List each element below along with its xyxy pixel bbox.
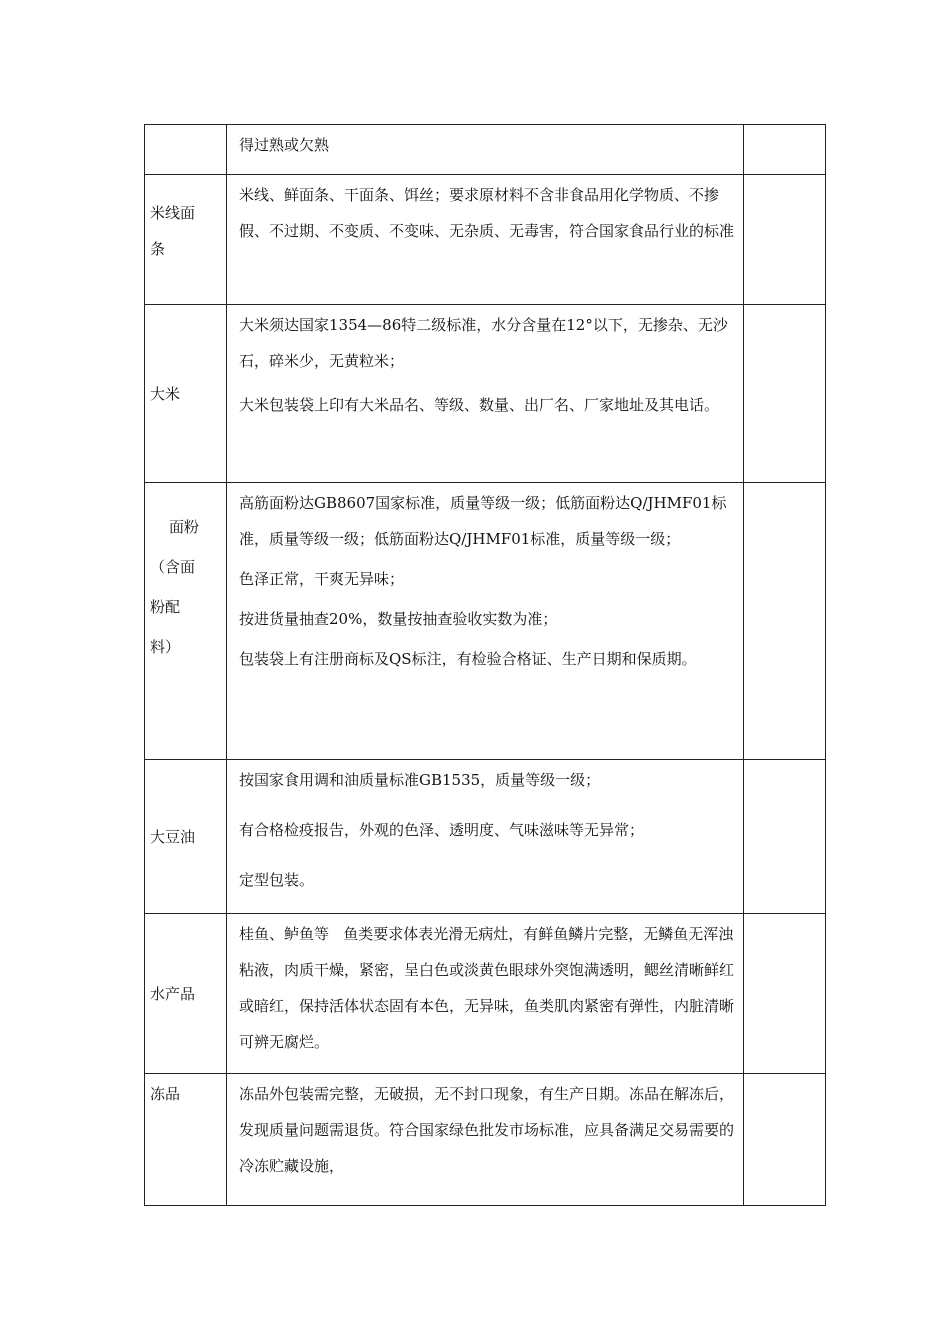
- description-paragraph: 高筋面粉达GB8607国家标准，质量等级一级；低筋面粉达Q/JHMF01标准，质量等级一级；低筋面粉达Q/JHMF01标准，质量等级一级；: [239, 494, 727, 548]
- table-row: [145, 125, 826, 175]
- table-row: [145, 914, 826, 1074]
- description-cell: [227, 305, 744, 483]
- category-label: 条: [150, 240, 166, 258]
- description-cell: [227, 175, 744, 305]
- description-cell: [227, 914, 744, 1074]
- description-paragraph: 米线、鲜面条、干面条、饵丝；要求原材料不含非食品用化学物质、不掺假、不过期、不变质、不变味、无杂质、无毒害，符合国家食品行业的标准: [239, 186, 735, 240]
- description-cell: [227, 125, 744, 175]
- category-label: 大米: [150, 384, 181, 403]
- category-label: 米线面: [150, 204, 196, 222]
- remarks-cell: [744, 760, 826, 914]
- description-paragraph: 大米包装袋上印有大米品名、等级、数量、出厂名、厂家地址及其电话。: [239, 396, 720, 414]
- category-cell: [145, 175, 227, 305]
- table-row: [145, 175, 826, 305]
- description-cell: [227, 483, 744, 760]
- category-label: 冻品: [150, 1085, 181, 1103]
- remarks-cell: [744, 175, 826, 305]
- description-paragraph: 大米须达国家1354—86特二级标准，水分含量在12°以下，无掺杂、无沙石，碎米少，无黄粒米；: [239, 316, 728, 370]
- standards-table: [144, 124, 826, 1206]
- description-paragraph: 按进货量抽查20%，数量按抽查验收实数为准；: [239, 610, 558, 628]
- remarks-cell: [744, 483, 826, 760]
- category-label: 粉配: [150, 598, 181, 616]
- description-cell: [227, 1074, 744, 1206]
- category-cell: [145, 125, 227, 175]
- description-paragraph: 包装袋上有注册商标及QS标注，有检验合格证、生产日期和保质期。: [239, 650, 697, 668]
- table-row: [145, 483, 826, 760]
- description-paragraph: 色泽正常，干爽无异味；: [239, 570, 405, 588]
- category-cell: [145, 760, 227, 914]
- description-paragraph: 得过熟或欠熟: [239, 136, 330, 154]
- remarks-cell: [744, 1074, 826, 1206]
- description-paragraph: 按国家食用调和油质量标准GB1535，质量等级一级；: [239, 771, 601, 789]
- description-paragraph: 有合格检疫报告，外观的色泽、透明度、气味滋味等无异常；: [239, 821, 645, 839]
- description-paragraph: 冻品外包装需完整，无破损，无不封口现象，有生产日期。冻品在解冻后，发现质量问题需退货。符合国家绿色批发市场标准，应具备满足交易需要的冷冻贮藏设施，: [239, 1085, 735, 1175]
- category-label: 料）: [150, 638, 181, 656]
- category-label: 水产品: [150, 984, 196, 1003]
- category-cell: [145, 483, 227, 760]
- table-row: [145, 305, 826, 483]
- category-cell: [145, 914, 227, 1074]
- category-label: 面粉: [169, 518, 200, 536]
- table-row: [145, 1074, 826, 1206]
- category-label: （含面: [150, 558, 196, 576]
- description-paragraph: 桂鱼、鲈鱼等 鱼类要求体表光滑无病灶，有鲜鱼鳞片完整，无鳞鱼无浑浊粘液，肉质干燥，紧密，呈白色或淡黄色眼球外突饱满透明，鳃丝清晰鲜红或暗红，保持活体状态固有本色，无异味，鱼类肌肉紧密有弹性，内脏清晰可辨无腐烂。: [239, 925, 735, 1051]
- remarks-cell: [744, 305, 826, 483]
- description-paragraph: 定型包装。: [239, 871, 315, 889]
- remarks-cell: [744, 914, 826, 1074]
- category-label: 大豆油: [150, 827, 196, 846]
- description-cell: [227, 760, 744, 914]
- category-cell: [145, 305, 227, 483]
- category-cell: [145, 1074, 227, 1206]
- table-row: [145, 760, 826, 914]
- remarks-cell: [744, 125, 826, 175]
